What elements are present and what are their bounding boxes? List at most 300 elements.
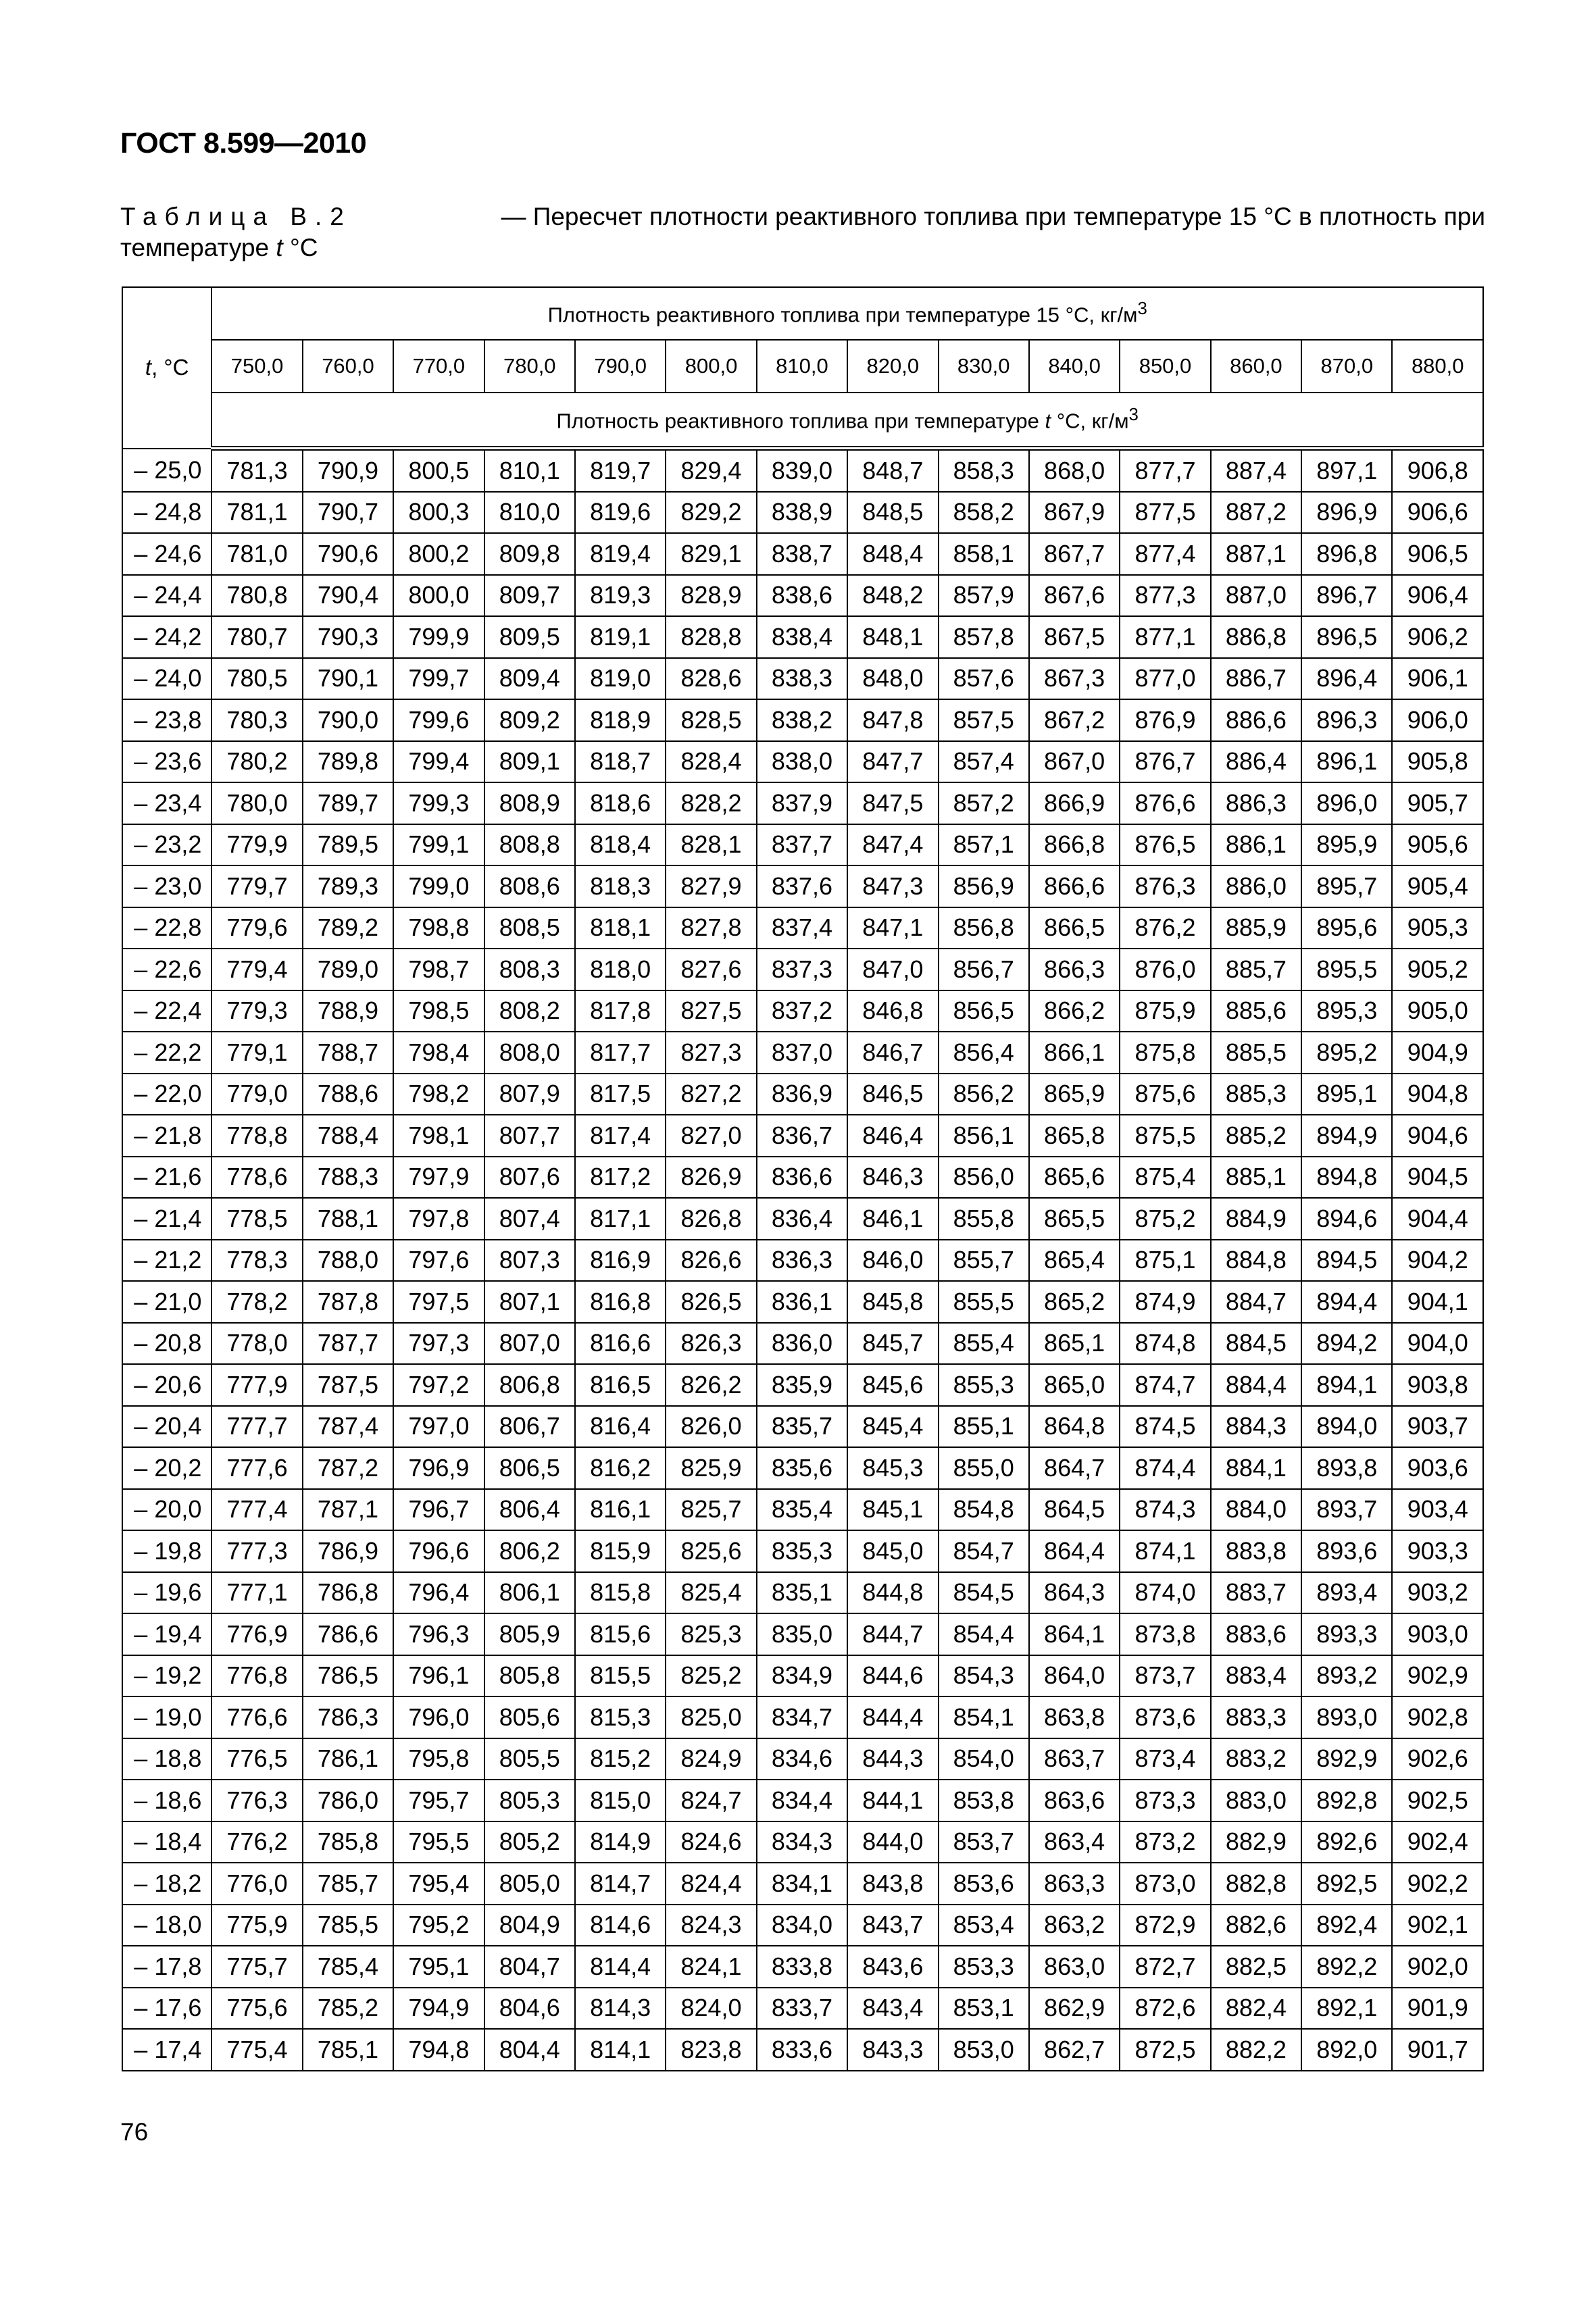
temperature-cell: – 25,0 [122, 449, 211, 492]
density-cell: 786,3 [303, 1696, 393, 1738]
density-cell: 844,1 [847, 1780, 938, 1821]
table-row [122, 1988, 1483, 2030]
table-row [122, 1281, 1483, 1323]
temperature-cell: – 24,2 [122, 616, 211, 658]
density-cell: 875,4 [1120, 1157, 1210, 1199]
density-cell: 864,1 [1029, 1613, 1120, 1655]
density-cell: 835,7 [757, 1406, 847, 1448]
density-cell: 844,8 [847, 1572, 938, 1614]
density-cell: 873,6 [1120, 1696, 1210, 1738]
density-cell: 785,8 [303, 1821, 393, 1863]
density-cell: 845,1 [847, 1489, 938, 1531]
density-cell: 788,0 [303, 1240, 393, 1282]
density-cell: 883,6 [1211, 1613, 1301, 1655]
density-cell: 800,2 [393, 533, 484, 575]
temperature-cell: – 19,6 [122, 1572, 211, 1614]
density-cell: 893,6 [1301, 1530, 1392, 1572]
density-cell: 827,9 [666, 865, 756, 907]
density-cell: 892,4 [1301, 1905, 1392, 1946]
density-cell: 896,8 [1301, 533, 1392, 575]
density-cell: 827,6 [666, 949, 756, 990]
density-cell: 893,4 [1301, 1572, 1392, 1614]
density-cell: 848,1 [847, 616, 938, 658]
temperature-cell: – 18,4 [122, 1821, 211, 1863]
density-cell: 857,1 [939, 824, 1029, 866]
group-header-15c: Плотность реактивного топлива при температуре 15 °С, $кг/м^3$ [211, 287, 1483, 340]
density-cell: 856,4 [939, 1032, 1029, 1074]
density-cell: 903,3 [1392, 1530, 1483, 1572]
density-cell: 894,0 [1301, 1406, 1392, 1448]
temperature-cell: – 18,0 [122, 1905, 211, 1946]
density-cell: 887,0 [1211, 575, 1301, 617]
density-cell: 847,8 [847, 699, 938, 741]
density-cell: 790,6 [303, 533, 393, 575]
density-cell: 843,4 [847, 1988, 938, 2030]
table-row [122, 741, 1483, 783]
density-cell: 843,7 [847, 1905, 938, 1946]
density-cell: 807,4 [484, 1198, 575, 1240]
density-cell: 798,2 [393, 1074, 484, 1115]
density-column-header: 810,0 [757, 340, 847, 393]
density-column-header: 870,0 [1301, 340, 1392, 393]
density-cell: 904,1 [1392, 1281, 1483, 1323]
density-cell: 828,6 [666, 658, 756, 700]
density-cell: 855,7 [939, 1240, 1029, 1282]
density-cell: 877,3 [1120, 575, 1210, 617]
density-cell: 809,1 [484, 741, 575, 783]
density-cell: 837,2 [757, 990, 847, 1032]
density-cell: 825,3 [666, 1613, 756, 1655]
table-row [122, 1738, 1483, 1780]
density-cell: 806,2 [484, 1530, 575, 1572]
density-cell: 846,0 [847, 1240, 938, 1282]
table-row [122, 616, 1483, 658]
density-cell: 824,6 [666, 1821, 756, 1863]
table-row [122, 1489, 1483, 1531]
density-cell: 844,7 [847, 1613, 938, 1655]
density-cell: 893,8 [1301, 1447, 1392, 1489]
density-cell: 797,3 [393, 1323, 484, 1365]
density-cell: 866,5 [1029, 907, 1120, 949]
density-cell: 884,9 [1211, 1198, 1301, 1240]
density-cell: 884,3 [1211, 1406, 1301, 1448]
density-cell: 883,8 [1211, 1530, 1301, 1572]
temperature-cell: – 21,6 [122, 1157, 211, 1199]
density-column-header: 800,0 [666, 340, 756, 393]
density-cell: 797,2 [393, 1364, 484, 1406]
density-cell: 893,2 [1301, 1655, 1392, 1697]
density-cell: 807,1 [484, 1281, 575, 1323]
density-cell: 847,7 [847, 741, 938, 783]
density-cell: 854,4 [939, 1613, 1029, 1655]
density-cell: 790,1 [303, 658, 393, 700]
density-cell: 809,5 [484, 616, 575, 658]
density-cell: 873,4 [1120, 1738, 1210, 1780]
density-cell: 788,3 [303, 1157, 393, 1199]
density-cell: 894,9 [1301, 1115, 1392, 1157]
density-cell: 906,6 [1392, 492, 1483, 534]
density-cell: 787,7 [303, 1323, 393, 1365]
header-row-densities [122, 340, 1483, 393]
density-cell: 903,6 [1392, 1447, 1483, 1489]
density-cell: 824,3 [666, 1905, 756, 1946]
density-cell: 877,4 [1120, 533, 1210, 575]
density-column-header: 770,0 [393, 340, 484, 393]
density-cell: 780,3 [211, 699, 302, 741]
density-cell: 882,6 [1211, 1905, 1301, 1946]
table-row [122, 1406, 1483, 1448]
density-cell: 905,4 [1392, 865, 1483, 907]
density-cell: 833,6 [757, 2029, 847, 2071]
density-cell: 876,7 [1120, 741, 1210, 783]
density-cell: 855,1 [939, 1406, 1029, 1448]
density-cell: 884,0 [1211, 1489, 1301, 1531]
table-row [122, 1157, 1483, 1199]
density-cell: 778,5 [211, 1198, 302, 1240]
density-cell: 797,6 [393, 1240, 484, 1282]
header-row-group [122, 287, 1483, 340]
density-cell: 807,9 [484, 1074, 575, 1115]
density-cell: 823,8 [666, 2029, 756, 2071]
table-row [122, 1032, 1483, 1074]
density-cell: 877,1 [1120, 616, 1210, 658]
density-cell: 844,0 [847, 1821, 938, 1863]
density-cell: 798,1 [393, 1115, 484, 1157]
density-cell: 875,8 [1120, 1032, 1210, 1074]
density-cell: 882,4 [1211, 1988, 1301, 2030]
density-cell: 894,1 [1301, 1364, 1392, 1406]
density-column-header: 860,0 [1211, 340, 1301, 393]
density-cell: 866,6 [1029, 865, 1120, 907]
temperature-cell: – 23,4 [122, 782, 211, 824]
density-cell: 882,8 [1211, 1863, 1301, 1905]
density-column-header: 820,0 [847, 340, 938, 393]
density-cell: 810,0 [484, 492, 575, 534]
temperature-cell: – 21,4 [122, 1198, 211, 1240]
density-cell: 856,9 [939, 865, 1029, 907]
density-cell: 839,0 [757, 449, 847, 492]
density-cell: 905,6 [1392, 824, 1483, 866]
temperature-cell: – 24,4 [122, 575, 211, 617]
density-cell: 815,2 [575, 1738, 666, 1780]
density-cell: 806,4 [484, 1489, 575, 1531]
density-cell: 834,0 [757, 1905, 847, 1946]
density-cell: 826,6 [666, 1240, 756, 1282]
density-cell: 829,4 [666, 449, 756, 492]
density-cell: 885,2 [1211, 1115, 1301, 1157]
density-cell: 866,8 [1029, 824, 1120, 866]
density-cell: 874,5 [1120, 1406, 1210, 1448]
density-cell: 873,2 [1120, 1821, 1210, 1863]
density-cell: 788,1 [303, 1198, 393, 1240]
temperature-cell: – 23,2 [122, 824, 211, 866]
density-cell: 817,8 [575, 990, 666, 1032]
density-cell: 800,5 [393, 449, 484, 492]
density-cell: 905,8 [1392, 741, 1483, 783]
density-column-header: 880,0 [1392, 340, 1483, 393]
density-cell: 815,9 [575, 1530, 666, 1572]
density-cell: 887,2 [1211, 492, 1301, 534]
density-cell: 883,0 [1211, 1780, 1301, 1821]
temperature-cell: – 20,6 [122, 1364, 211, 1406]
density-cell: 790,9 [303, 449, 393, 492]
table-row [122, 658, 1483, 700]
density-cell: 856,7 [939, 949, 1029, 990]
density-cell: 893,3 [1301, 1613, 1392, 1655]
density-cell: 865,8 [1029, 1115, 1120, 1157]
density-cell: 886,8 [1211, 616, 1301, 658]
density-cell: 814,3 [575, 1988, 666, 2030]
density-cell: 804,6 [484, 1988, 575, 2030]
density-cell: 824,9 [666, 1738, 756, 1780]
density-cell: 816,2 [575, 1447, 666, 1489]
density-cell: 819,6 [575, 492, 666, 534]
density-cell: 814,4 [575, 1946, 666, 1988]
density-cell: 896,4 [1301, 658, 1392, 700]
density-cell: 846,5 [847, 1074, 938, 1115]
density-cell: 805,9 [484, 1613, 575, 1655]
density-cell: 780,7 [211, 616, 302, 658]
density-cell: 902,4 [1392, 1821, 1483, 1863]
density-cell: 838,2 [757, 699, 847, 741]
density-cell: 854,0 [939, 1738, 1029, 1780]
density-cell: 805,5 [484, 1738, 575, 1780]
density-cell: 775,7 [211, 1946, 302, 1988]
density-cell: 863,3 [1029, 1863, 1120, 1905]
density-cell: 797,5 [393, 1281, 484, 1323]
density-cell: 835,0 [757, 1613, 847, 1655]
table-row [122, 1240, 1483, 1282]
temperature-cell: – 23,8 [122, 699, 211, 741]
table-row [122, 575, 1483, 617]
density-cell: 785,2 [303, 1988, 393, 2030]
density-cell: 835,3 [757, 1530, 847, 1572]
density-cell: 825,7 [666, 1489, 756, 1531]
density-cell: 778,3 [211, 1240, 302, 1282]
density-cell: 896,9 [1301, 492, 1392, 534]
density-cell: 895,5 [1301, 949, 1392, 990]
density-cell: 903,2 [1392, 1572, 1483, 1614]
density-cell: 844,4 [847, 1696, 938, 1738]
density-cell: 856,0 [939, 1157, 1029, 1199]
density-cell: 798,4 [393, 1032, 484, 1074]
density-cell: 858,1 [939, 533, 1029, 575]
density-cell: 857,4 [939, 741, 1029, 783]
document-code: ГОСТ 8.599—2010 [120, 127, 367, 159]
density-cell: 892,2 [1301, 1946, 1392, 1988]
density-cell: 876,0 [1120, 949, 1210, 990]
density-cell: 778,0 [211, 1323, 302, 1365]
density-cell: 836,6 [757, 1157, 847, 1199]
density-cell: 845,7 [847, 1323, 938, 1365]
density-cell: 874,0 [1120, 1572, 1210, 1614]
temperature-cell: – 22,2 [122, 1032, 211, 1074]
density-cell: 816,8 [575, 1281, 666, 1323]
table-row [122, 1572, 1483, 1614]
density-cell: 854,1 [939, 1696, 1029, 1738]
density-cell: 863,2 [1029, 1905, 1120, 1946]
density-cell: 858,3 [939, 449, 1029, 492]
density-cell: 893,7 [1301, 1489, 1392, 1531]
density-column-header: 750,0 [211, 340, 302, 393]
density-cell: 843,3 [847, 2029, 938, 2071]
table-row [122, 1115, 1483, 1157]
density-cell: 827,3 [666, 1032, 756, 1074]
density-cell: 853,3 [939, 1946, 1029, 1988]
density-cell: 789,3 [303, 865, 393, 907]
temperature-cell: – 24,0 [122, 658, 211, 700]
density-cell: 777,4 [211, 1489, 302, 1531]
density-cell: 892,1 [1301, 1988, 1392, 2030]
density-cell: 814,1 [575, 2029, 666, 2071]
density-cell: 856,1 [939, 1115, 1029, 1157]
density-cell: 845,0 [847, 1530, 938, 1572]
density-cell: 885,3 [1211, 1074, 1301, 1115]
table-body [122, 449, 1483, 2071]
density-cell: 903,4 [1392, 1489, 1483, 1531]
density-cell: 804,9 [484, 1905, 575, 1946]
temperature-cell: – 19,0 [122, 1696, 211, 1738]
table-header [122, 287, 1483, 449]
density-cell: 837,7 [757, 824, 847, 866]
density-cell: 903,0 [1392, 1613, 1483, 1655]
density-cell: 787,1 [303, 1489, 393, 1531]
density-cell: 834,1 [757, 1863, 847, 1905]
density-cell: 796,9 [393, 1447, 484, 1489]
caption-line-1 [120, 201, 1485, 232]
density-cell: 815,6 [575, 1613, 666, 1655]
density-cell: 854,7 [939, 1530, 1029, 1572]
density-cell: 826,0 [666, 1406, 756, 1448]
temperature-cell: – 21,0 [122, 1281, 211, 1323]
density-cell: 895,1 [1301, 1074, 1392, 1115]
density-cell: 814,9 [575, 1821, 666, 1863]
density-cell: 786,5 [303, 1655, 393, 1697]
table-caption [120, 201, 1485, 263]
density-cell: 805,6 [484, 1696, 575, 1738]
density-cell: 826,9 [666, 1157, 756, 1199]
density-cell: 807,6 [484, 1157, 575, 1199]
density-cell: 828,5 [666, 699, 756, 741]
density-cell: 902,1 [1392, 1905, 1483, 1946]
table-row [122, 907, 1483, 949]
density-cell: 807,3 [484, 1240, 575, 1282]
density-cell: 796,1 [393, 1655, 484, 1697]
density-cell: 780,0 [211, 782, 302, 824]
density-cell: 868,0 [1029, 449, 1120, 492]
density-cell: 796,3 [393, 1613, 484, 1655]
density-cell: 845,4 [847, 1406, 938, 1448]
density-cell: 808,9 [484, 782, 575, 824]
density-cell: 864,5 [1029, 1489, 1120, 1531]
density-cell: 814,6 [575, 1905, 666, 1946]
density-cell: 795,1 [393, 1946, 484, 1988]
density-cell: 786,8 [303, 1572, 393, 1614]
density-cell: 779,6 [211, 907, 302, 949]
density-cell: 815,8 [575, 1572, 666, 1614]
table-row [122, 1946, 1483, 1988]
temperature-cell: – 22,4 [122, 990, 211, 1032]
density-cell: 833,7 [757, 1988, 847, 2030]
density-cell: 906,8 [1392, 449, 1483, 492]
density-cell: 893,0 [1301, 1696, 1392, 1738]
density-cell: 858,2 [939, 492, 1029, 534]
density-cell: 894,2 [1301, 1323, 1392, 1365]
page-number: 76 [120, 2118, 149, 2146]
density-cell: 853,8 [939, 1780, 1029, 1821]
density-cell: 806,7 [484, 1406, 575, 1448]
density-cell: 884,5 [1211, 1323, 1301, 1365]
density-cell: 805,2 [484, 1821, 575, 1863]
sub-header-t: Плотность реактивного топлива при температуре t °С, $кг/м^3$ [211, 393, 1483, 449]
density-cell: 833,8 [757, 1946, 847, 1988]
density-cell: 894,8 [1301, 1157, 1392, 1199]
density-cell: 800,3 [393, 492, 484, 534]
density-cell: 797,9 [393, 1157, 484, 1199]
density-cell: 882,5 [1211, 1946, 1301, 1988]
density-cell: 776,5 [211, 1738, 302, 1780]
density-cell: 781,0 [211, 533, 302, 575]
density-cell: 785,7 [303, 1863, 393, 1905]
density-cell: 848,5 [847, 492, 938, 534]
density-table [122, 286, 1484, 2071]
temperature-cell: – 18,6 [122, 1780, 211, 1821]
density-cell: 863,6 [1029, 1780, 1120, 1821]
density-cell: 902,2 [1392, 1863, 1483, 1905]
density-cell: 866,3 [1029, 949, 1120, 990]
density-cell: 877,7 [1120, 449, 1210, 492]
density-cell: 863,4 [1029, 1821, 1120, 1863]
density-cell: 799,7 [393, 658, 484, 700]
density-cell: 886,6 [1211, 699, 1301, 741]
density-cell: 887,1 [1211, 533, 1301, 575]
density-cell: 776,3 [211, 1780, 302, 1821]
density-cell: 846,3 [847, 1157, 938, 1199]
density-cell: 874,9 [1120, 1281, 1210, 1323]
density-cell: 904,5 [1392, 1157, 1483, 1199]
density-cell: 777,1 [211, 1572, 302, 1614]
density-cell: 854,5 [939, 1572, 1029, 1614]
density-cell: 895,9 [1301, 824, 1392, 866]
density-cell: 853,6 [939, 1863, 1029, 1905]
temperature-cell: – 18,2 [122, 1863, 211, 1905]
density-cell: 855,5 [939, 1281, 1029, 1323]
density-cell: 776,6 [211, 1696, 302, 1738]
table-row [122, 865, 1483, 907]
density-cell: 885,9 [1211, 907, 1301, 949]
density-cell: 875,5 [1120, 1115, 1210, 1157]
density-cell: 819,0 [575, 658, 666, 700]
density-cell: 862,9 [1029, 1988, 1120, 2030]
density-cell: 799,3 [393, 782, 484, 824]
density-cell: 856,2 [939, 1074, 1029, 1115]
density-cell: 829,2 [666, 492, 756, 534]
density-cell: 808,3 [484, 949, 575, 990]
density-cell: 865,6 [1029, 1157, 1120, 1199]
density-cell: 779,0 [211, 1074, 302, 1115]
density-cell: 896,3 [1301, 699, 1392, 741]
density-cell: 837,4 [757, 907, 847, 949]
table-row [122, 2029, 1483, 2071]
density-cell: 819,7 [575, 449, 666, 492]
density-cell: 876,6 [1120, 782, 1210, 824]
density-cell: 808,2 [484, 990, 575, 1032]
density-cell: 867,2 [1029, 699, 1120, 741]
density-cell: 789,8 [303, 741, 393, 783]
density-cell: 836,9 [757, 1074, 847, 1115]
density-cell: 857,9 [939, 575, 1029, 617]
density-cell: 827,8 [666, 907, 756, 949]
